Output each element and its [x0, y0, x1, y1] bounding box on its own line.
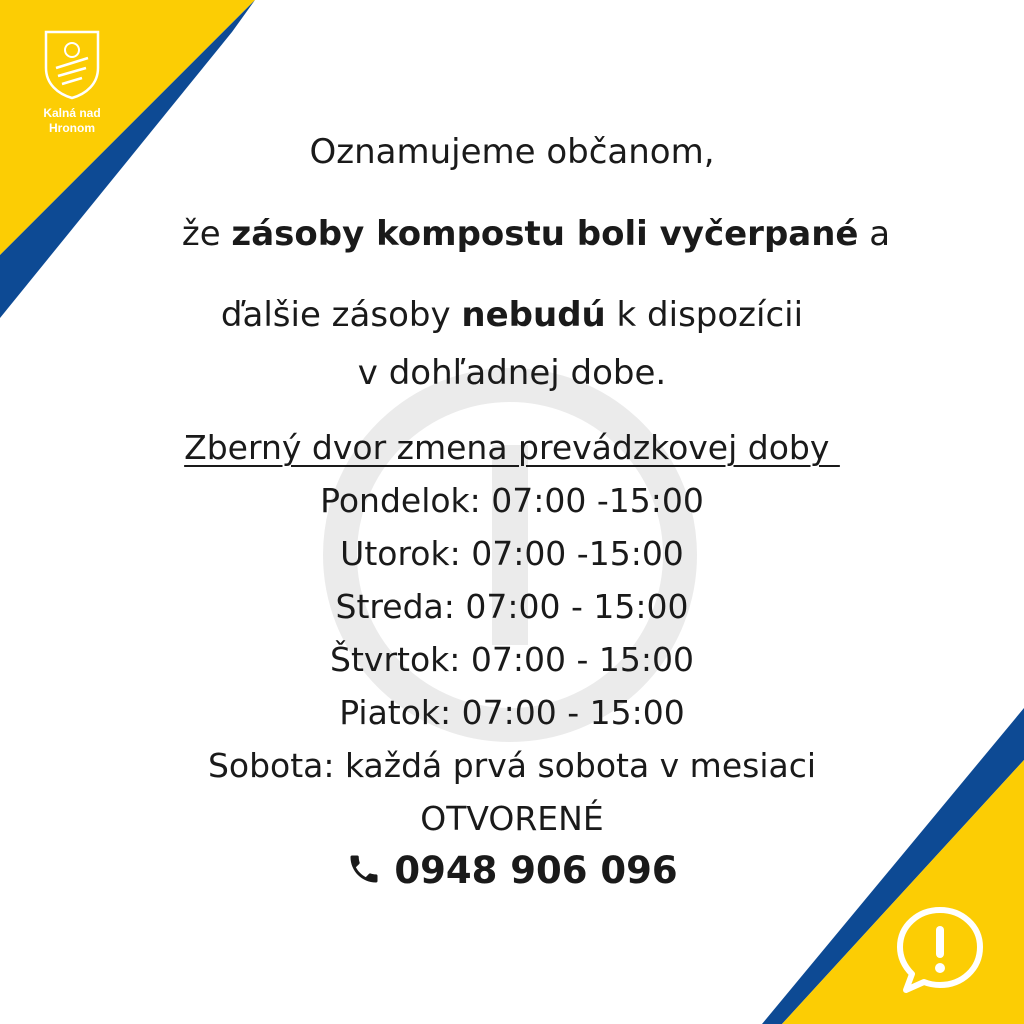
phone-number: 0948 906 096 [394, 849, 678, 892]
announcement-emphasis-1: zásoby kompostu boli vyčerpané [231, 214, 859, 254]
hours-tuesday: Utorok: 07:00 -15:00 [340, 534, 684, 573]
logo-line-2: Hronom [49, 121, 95, 135]
announcement-line-3: ďalšie zásoby nebudú k dispozícii [220, 295, 804, 335]
hours-open-status: OTVORENÉ [420, 799, 604, 838]
contact-phone[interactable] [0, 851, 1024, 891]
hours-monday: Pondelok: 07:00 -15:00 [320, 481, 704, 520]
exclamation-bubble-icon [892, 902, 988, 998]
announcement-line-4: v dohľadnej dobe. [357, 353, 667, 393]
coat-of-arms-icon [42, 28, 102, 100]
hours-heading: Zberný dvor zmena prevádzkovej doby [184, 428, 840, 467]
announcement-line-1: Oznamujeme občanom, [309, 132, 715, 172]
hours-friday: Piatok: 07:00 - 15:00 [339, 693, 685, 732]
hours-wednesday: Streda: 07:00 - 15:00 [335, 587, 689, 626]
logo-line-1: Kalná nad [43, 106, 101, 120]
hours-saturday: Sobota: každá prvá sobota v mesiaci [207, 746, 817, 785]
phone-icon [346, 851, 382, 887]
hours-thursday: Štvrtok: 07:00 - 15:00 [330, 640, 694, 679]
municipality-logo [30, 28, 114, 136]
announcement-line-2: že zásoby kompostu boli vyčerpané a [181, 214, 891, 254]
announcement-emphasis-2: nebudú [461, 295, 606, 335]
